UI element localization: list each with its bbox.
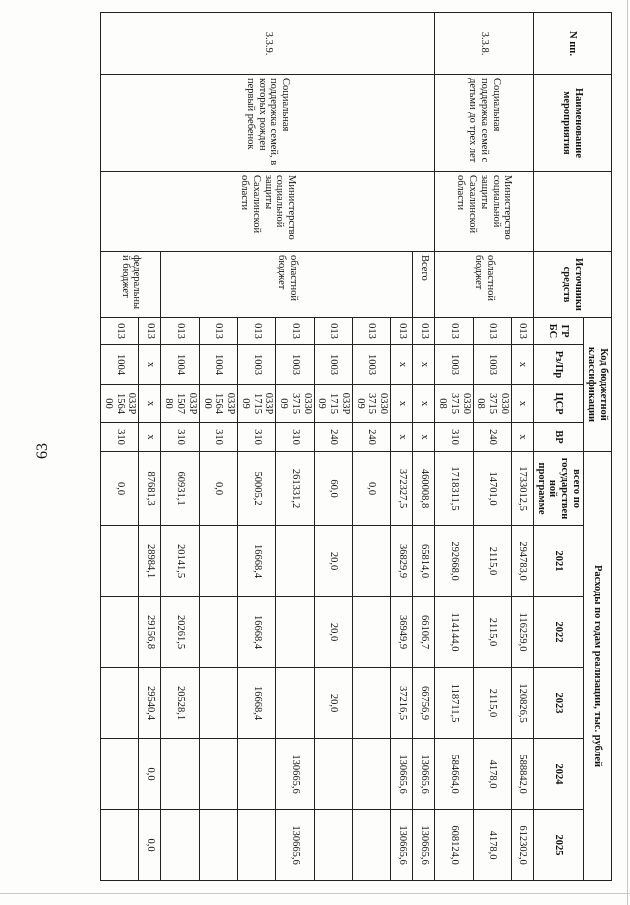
cell-2021: 16668,4: [238, 526, 276, 597]
cell-vr: 310: [276, 423, 314, 452]
cell-2025: [101, 810, 139, 881]
cell-rzpr: x: [413, 345, 435, 385]
measure-executor: Министерство социальной защиты Сахалинской области: [101, 172, 435, 252]
cell-2024: [199, 739, 237, 810]
measure-source-federal: федеральный бюджет: [101, 252, 161, 318]
cell-grbs: 013: [238, 318, 276, 345]
cell-csr: x: [139, 385, 161, 423]
cell-vr: x: [391, 423, 413, 452]
header-vr: ВР: [533, 423, 583, 452]
cell-grbs: 013: [314, 318, 352, 345]
cell-csr: x: [391, 385, 413, 423]
cell-2021: [199, 526, 237, 597]
header-total: всего по государственной программе: [533, 452, 583, 526]
cell-2023: [352, 668, 390, 739]
header-executor: [533, 172, 611, 252]
cell-2025: 130665,6: [391, 810, 413, 881]
cell-2025: 4178,0: [473, 810, 511, 881]
scan-edge-line: [0, 893, 630, 894]
cell-csr: x: [413, 385, 435, 423]
table-row: [413, 13, 435, 881]
header-2022: 2022: [533, 597, 583, 668]
cell-csr: 0330 3715 08: [473, 385, 511, 423]
cell-2023: [101, 668, 139, 739]
measure-name: Социальная поддержка семей, в которых рожден первый ребенок: [101, 75, 435, 172]
cell-grbs: 013: [199, 318, 237, 345]
cell-2025: 612302,0: [511, 810, 533, 881]
cell-2021: [352, 526, 390, 597]
cell-2023: 118711,5: [435, 668, 473, 739]
cell-2025: 130665,6: [276, 810, 314, 881]
cell-2021: 294783,0: [511, 526, 533, 597]
cell-grbs: 013: [352, 318, 390, 345]
cell-2025: [199, 810, 237, 881]
measure-executor: Министерство социальной защиты Сахалинской области: [435, 172, 534, 252]
cell-grbs: 013: [413, 318, 435, 345]
header-name: Наименование мероприятия: [533, 75, 611, 172]
cell-vr: x: [139, 423, 161, 452]
cell-2022: 116259,0: [511, 597, 533, 668]
cell-total: 50005,2: [238, 452, 276, 526]
header-2024: 2024: [533, 739, 583, 810]
cell-2022: 16668,4: [238, 597, 276, 668]
cell-vr: 310: [199, 423, 237, 452]
cell-2022: [352, 597, 390, 668]
cell-total: 1718311,5: [435, 452, 473, 526]
cell-vr: 310: [238, 423, 276, 452]
measure-number: 3.3.8.: [435, 13, 534, 75]
cell-rzpr: 1004: [199, 345, 237, 385]
cell-2024: 0,0: [139, 739, 161, 810]
cell-2024: 130665,6: [391, 739, 413, 810]
cell-2022: 66106,7: [413, 597, 435, 668]
cell-2021: [101, 526, 139, 597]
cell-2021: 36829,9: [391, 526, 413, 597]
cell-grbs: 013: [161, 318, 199, 345]
cell-2025: 130665,6: [413, 810, 435, 881]
measure-source: областной бюджет: [435, 252, 534, 318]
header-2021: 2021: [533, 526, 583, 597]
rotated-table-wrapper: [100, 12, 612, 880]
cell-total: 372327,5: [391, 452, 413, 526]
cell-rzpr: 1003: [238, 345, 276, 385]
cell-2022: 36949,9: [391, 597, 413, 668]
cell-total: 87681,3: [139, 452, 161, 526]
header-budget-code-group: Код бюджетной классификации: [583, 318, 611, 452]
cell-grbs: 013: [101, 318, 139, 345]
cell-2024: 584664,0: [435, 739, 473, 810]
measure-number: 3.3.9.: [101, 13, 435, 75]
cell-total: 60931,1: [161, 452, 199, 526]
header-2023: 2023: [533, 668, 583, 739]
measure-source-total: Всего: [413, 252, 435, 318]
cell-2024: 130665,6: [276, 739, 314, 810]
cell-rzpr: 1004: [101, 345, 139, 385]
cell-vr: 310: [161, 423, 199, 452]
cell-2023: 29540,4: [139, 668, 161, 739]
header-rzpr: Рз/Пр: [533, 345, 583, 385]
cell-2022: 2115,0: [473, 597, 511, 668]
cell-rzpr: 1003: [435, 345, 473, 385]
cell-2022: 114144,0: [435, 597, 473, 668]
header-grbs: ГРБС: [533, 318, 583, 345]
page-number: 63: [34, 443, 51, 459]
cell-2024: 4178,0: [473, 739, 511, 810]
cell-2023: 66756,9: [413, 668, 435, 739]
cell-2023: 37216,5: [391, 668, 413, 739]
cell-rzpr: x: [391, 345, 413, 385]
cell-2025: [314, 810, 352, 881]
header-num: N пп.: [533, 13, 611, 75]
cell-2021: 28984,1: [139, 526, 161, 597]
cell-2023: [276, 668, 314, 739]
cell-csr: 033P 1564 00: [199, 385, 237, 423]
header-expenses-group: Расходы по годам реализации, тыс. рублей: [583, 452, 611, 881]
cell-2025: 608124,0: [435, 810, 473, 881]
cell-csr: 0330 3715 09: [352, 385, 390, 423]
cell-vr: 240: [314, 423, 352, 452]
cell-2024: [352, 739, 390, 810]
cell-csr: 033P 1715 09: [238, 385, 276, 423]
cell-rzpr: 1003: [352, 345, 390, 385]
cell-rzpr: x: [139, 345, 161, 385]
cell-csr: 033P 1507 80: [161, 385, 199, 423]
cell-rzpr: 1004: [161, 345, 199, 385]
measure-name: Социальная поддержка семей с детьми до трех лет: [435, 75, 534, 172]
cell-grbs: 013: [511, 318, 533, 345]
cell-total: 460008,8: [413, 452, 435, 526]
cell-csr: 033P 1715 09: [314, 385, 352, 423]
measure-source-regional: областной бюджет: [161, 252, 413, 318]
scan-edge-line: [627, 0, 628, 905]
cell-2024: [161, 739, 199, 810]
cell-2022: 20261,5: [161, 597, 199, 668]
cell-2024: [101, 739, 139, 810]
cell-total: 60,0: [314, 452, 352, 526]
cell-total: 0,0: [352, 452, 390, 526]
cell-total: 0,0: [101, 452, 139, 526]
header-csr: ЦСР: [533, 385, 583, 423]
cell-vr: 310: [101, 423, 139, 452]
cell-vr: x: [413, 423, 435, 452]
cell-2021: 292668,0: [435, 526, 473, 597]
cell-2024: [238, 739, 276, 810]
cell-2022: 20,0: [314, 597, 352, 668]
cell-2021: 20,0: [314, 526, 352, 597]
header-source: Источники средств: [533, 252, 611, 318]
cell-grbs: 013: [473, 318, 511, 345]
cell-2024: 130665,6: [413, 739, 435, 810]
cell-2023: 20528,1: [161, 668, 199, 739]
cell-grbs: 013: [139, 318, 161, 345]
cell-2025: 0,0: [139, 810, 161, 881]
cell-2025: [352, 810, 390, 881]
cell-2022: [101, 597, 139, 668]
cell-rzpr: 1003: [314, 345, 352, 385]
cell-total: 1733012,5: [511, 452, 533, 526]
cell-2024: 588842,0: [511, 739, 533, 810]
cell-2021: 20141,5: [161, 526, 199, 597]
budget-table: [100, 12, 612, 881]
cell-vr: x: [511, 423, 533, 452]
cell-vr: 240: [352, 423, 390, 452]
cell-total: 261331,2: [276, 452, 314, 526]
table-row: [511, 13, 533, 881]
cell-rzpr: x: [511, 345, 533, 385]
cell-2023: 2115,0: [473, 668, 511, 739]
cell-2023: 16668,4: [238, 668, 276, 739]
cell-csr: 0330 3715 08: [435, 385, 473, 423]
cell-vr: 240: [473, 423, 511, 452]
cell-2023: 20,0: [314, 668, 352, 739]
header-2025: 2025: [533, 810, 583, 881]
cell-total: 14701,0: [473, 452, 511, 526]
cell-csr: 0330 3715 09: [276, 385, 314, 423]
cell-2024: [314, 739, 352, 810]
cell-2022: [276, 597, 314, 668]
cell-csr: 033P 1564 00: [101, 385, 139, 423]
cell-grbs: 013: [276, 318, 314, 345]
cell-2022: [199, 597, 237, 668]
cell-grbs: 013: [391, 318, 413, 345]
cell-2022: 29156,8: [139, 597, 161, 668]
cell-vr: 310: [435, 423, 473, 452]
cell-grbs: 013: [435, 318, 473, 345]
cell-2021: 2115,0: [473, 526, 511, 597]
cell-2021: [276, 526, 314, 597]
cell-2025: [161, 810, 199, 881]
cell-total: 0,0: [199, 452, 237, 526]
cell-2025: [238, 810, 276, 881]
header-row-1: [583, 13, 611, 881]
cell-rzpr: 1003: [276, 345, 314, 385]
cell-2023: 120826,5: [511, 668, 533, 739]
cell-2021: 65814,0: [413, 526, 435, 597]
cell-2023: [199, 668, 237, 739]
cell-csr: x: [511, 385, 533, 423]
cell-rzpr: 1003: [473, 345, 511, 385]
